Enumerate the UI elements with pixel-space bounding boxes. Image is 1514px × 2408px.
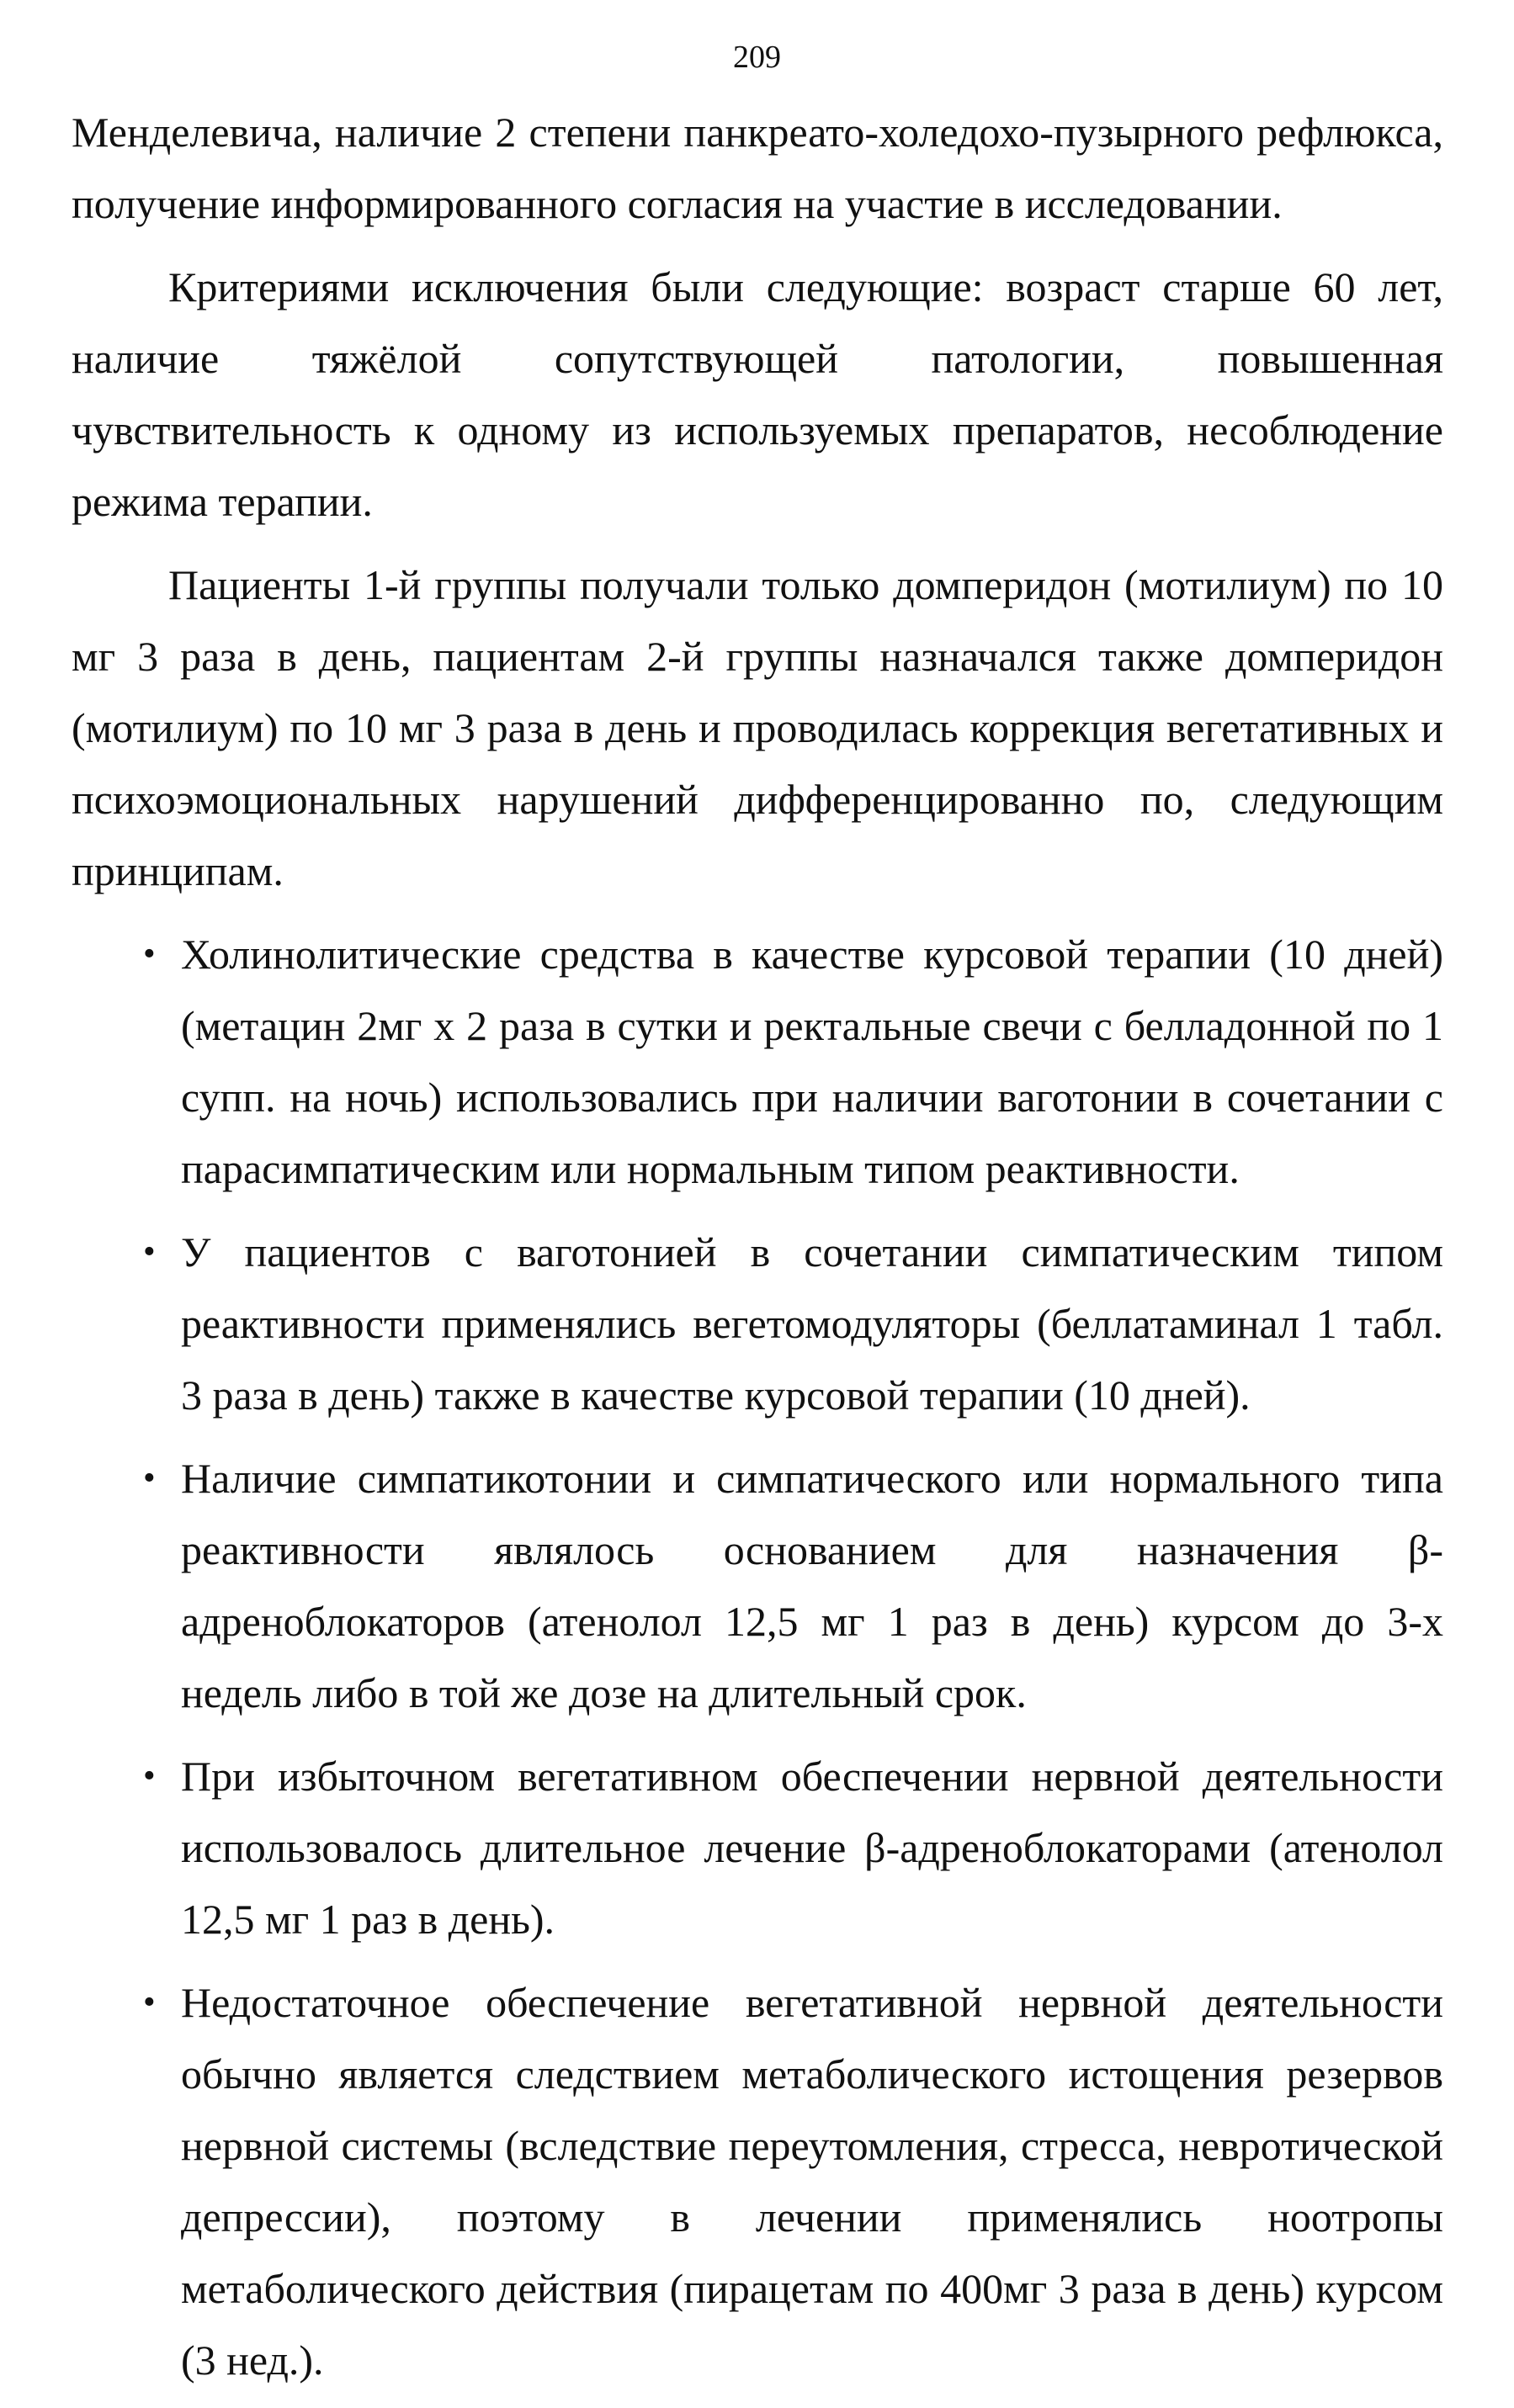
paragraph-exclusion-criteria: Критериями исключения были следующие: возраст старше 60 лет, наличие тяжёлой сопутствующей патологии, повышенная чувствительность к одному из используемых препаратов, несоблюдение режима терапии. xyxy=(72,263,1443,525)
list-item-text: У пациентов с ваготонией в сочетании симпатическим типом реактивности применялись вегетомодуляторы (беллатаминал 1 табл. 3 раза в день) также в качестве курсовой терапии (10 дней). xyxy=(181,1228,1443,1419)
list-item xyxy=(72,919,1443,1205)
list-item-text: При избыточном вегетативном обеспечении нервной деятельности использовалось длительное лечение β-адреноблокаторами (атенолол 12,5 мг 1 раз в день). xyxy=(181,1753,1443,1943)
list-item xyxy=(72,1967,1443,2396)
bullet-icon: • xyxy=(143,1983,156,2022)
page-number: 209 xyxy=(733,40,781,75)
bullet-icon: • xyxy=(143,1459,156,1498)
list-item-text: Холинолитические средства в качестве курсовой терапии (10 дней) (метацин 2мг х 2 раза в сутки и ректальные свечи с белладонной по 1 супп. на ночь) использовались при наличии ваготонии в сочетании с парасимпатическим или нормальным типом реактивности. xyxy=(181,931,1443,1192)
list-item-text: Наличие симпатикотонии и симпатического или нормального типа реактивности являлось основанием для назначения β-адреноблокаторов (атенолол 12,5 мг 1 раз в день) курсом до 3-х недель либо в той же дозе на длительный срок. xyxy=(181,1455,1443,1716)
body-text xyxy=(72,97,1443,2408)
treatment-principles-list xyxy=(72,919,1443,2396)
list-item xyxy=(72,1443,1443,1729)
paragraph-continuation: Менделевича, наличие 2 степени панкреато-холедохо-пузырного рефлюкса, получение информированного согласия на участие в исследовании. xyxy=(72,109,1443,227)
list-item-text: Недостаточное обеспечение вегетативной нервной деятельности обычно является следствием метаболического истощения резервов нервной системы (вследствие переутомления, стресса, невротической депрессии), поэтому в лечении применялись ноотропы метаболического действия (пирацетам по 400мг 3 раза в день) курсом (3 нед.). xyxy=(181,1979,1443,2384)
bullet-icon: • xyxy=(143,1233,156,1271)
bullet-icon: • xyxy=(143,1757,156,1795)
list-item xyxy=(72,1217,1443,1431)
paragraph-treatment-groups: Пациенты 1-й группы получали только домперидон (мотилиум) по 10 мг 3 раза в день, пациентам 2-й группы назначался также домперидон (мотилиум) по 10 мг 3 раза в день и проводилась коррекция вегетативных и психоэмоциональных нарушений дифференцированно по, следующим принципам. xyxy=(72,561,1443,894)
list-item xyxy=(72,1741,1443,1955)
bullet-icon: • xyxy=(143,935,156,973)
